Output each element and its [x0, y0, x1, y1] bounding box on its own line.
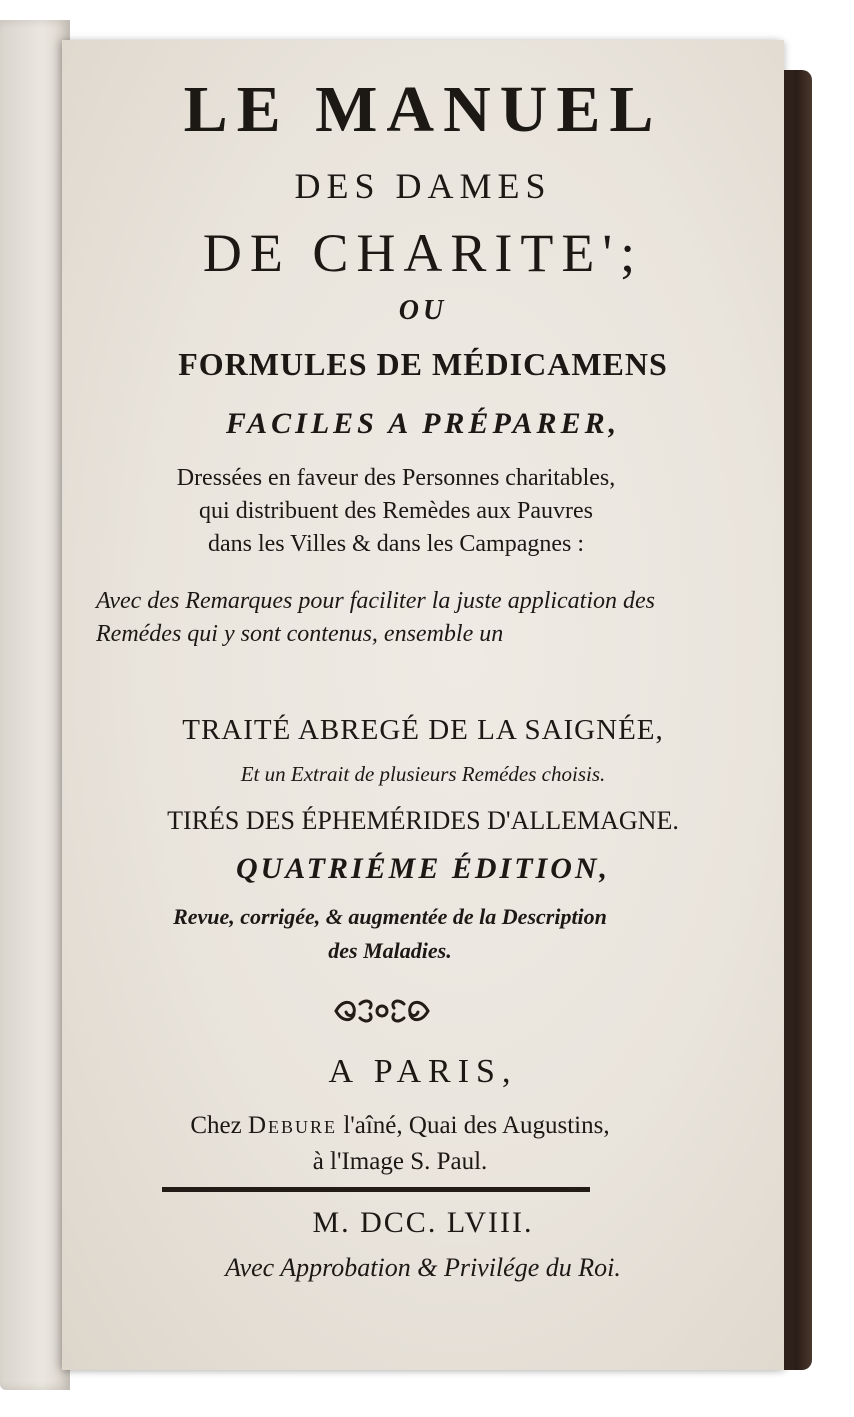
remarks-paragraph: Avec des Remarques pour faciliter la juste application des Remédes qui y sont contenus, ensemble un: [96, 588, 656, 647]
publisher-line-1: [80, 1108, 720, 1144]
privilege-line: Avec Approbation & Privilége du Roi.: [225, 1253, 621, 1282]
publication-date: M. DCC. LVIII.: [312, 1206, 534, 1239]
extract-line: Et un Extrait de plusieurs Remédes choisis.: [240, 762, 606, 786]
title-line-4: OU: [398, 295, 448, 326]
publisher-prefix: Chez: [190, 1112, 248, 1139]
imprint: [80, 1108, 720, 1180]
subtitle-line-2: FACILES A PRÉPARER,: [225, 407, 621, 440]
place-of-publication: A PARIS,: [328, 1053, 518, 1090]
edition-note-line-1: Revue, corrigée, & augmentée de la Description: [173, 904, 607, 929]
publisher-line-2: à l'Image S. Paul.: [312, 1148, 488, 1175]
publisher-address: l'aîné, Quai des Augustins,: [337, 1112, 610, 1139]
edition-line: QUATRIÉME ÉDITION,: [235, 852, 611, 885]
publisher-name: Debure: [248, 1112, 338, 1139]
subtitle-line-1: FORMULES DE MÉDICAMENS: [178, 346, 668, 382]
description-line-1: Dressées en faveur des Personnes charitables,: [176, 465, 616, 491]
title-line-1: LE MANUEL: [183, 73, 663, 146]
divider-rule: [162, 1187, 590, 1192]
description-line-3: dans les Villes & dans les Campagnes :: [207, 531, 585, 557]
description-line-2: qui distribuent des Remèdes aux Pauvres: [199, 498, 593, 524]
treatise-line: TRAITÉ ABREGÉ DE LA SAIGNÉE,: [182, 714, 664, 746]
description-paragraph: [96, 462, 696, 561]
left-page-edge: [0, 20, 70, 1390]
edition-note-line-2: des Maladies.: [328, 938, 452, 963]
title-line-3: DE CHARITE';: [202, 223, 644, 283]
source-line: TIRÉS DES ÉPHEMÉRIDES D'ALLEMAGNE.: [167, 806, 679, 835]
printer-ornament-icon: [330, 994, 434, 1028]
edition-note: [90, 900, 690, 968]
title-line-2: DES DAMES: [294, 166, 552, 206]
